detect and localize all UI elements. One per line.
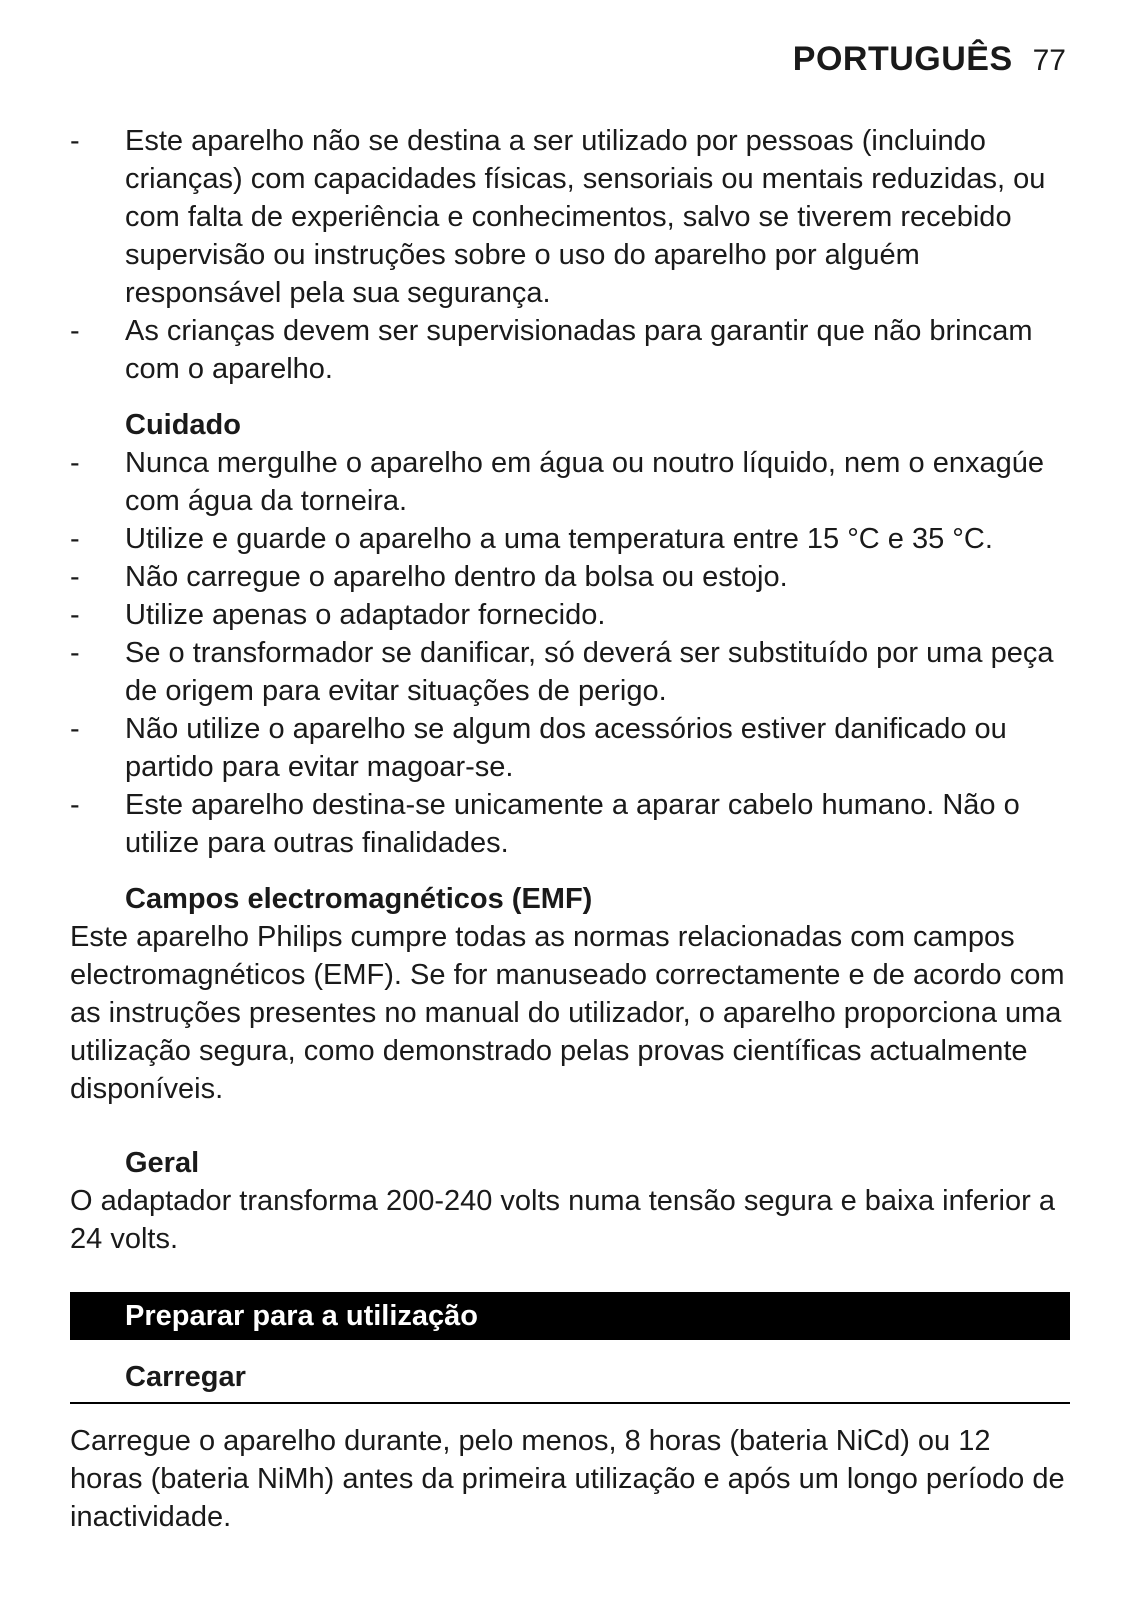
list-item: - Nunca mergulhe o aparelho em água ou noutro líquido, nem o enxagúe com água da torneira. (70, 444, 1070, 520)
dash-bullet: - (70, 523, 80, 555)
emf-paragraph: Este aparelho Philips cumpre todas as normas relacionadas com campos electromagnéticos (EMF). Se for manuseado correctamente e de acordo com as instruções presentes no manual do utilizador, o aparelho proporciona uma utilização segura, como demonstrado pelas provas científicas actualmente disponíveis. (70, 921, 1065, 1105)
list-item: - Utilize e guarde o aparelho a uma temperatura entre 15 °C e 35 °C. (70, 520, 1070, 558)
dash-bullet: - (70, 637, 80, 669)
general-heading: Geral (125, 1147, 200, 1179)
section-language: PORTUGUÊS (792, 40, 1013, 78)
caution-heading: Cuidado (125, 409, 241, 441)
list-item: - Não utilize o aparelho se algum dos acessórios estiver danificado ou partido para evitar magoar-se. (70, 710, 1070, 786)
dash-bullet: - (70, 447, 80, 479)
page-header (793, 40, 1066, 90)
dash-bullet: - (70, 561, 80, 593)
charge-paragraph: Carregue o aparelho durante, pelo menos, 8 horas (bateria NiCd) ou 12 horas (bateria NiMh) antes da primeira utilização e após um longo período de inactividade. (70, 1425, 1065, 1533)
list-item: - Este aparelho destina-se unicamente a aparar cabelo humano. Não o utilize para outras finalidades. (70, 786, 1070, 862)
list-item: - Este aparelho não se destina a ser utilizado por pessoas (incluindo crianças) com capacidades físicas, sensoriais ou mentais reduzidas, ou com falta de experiência e conhecimentos, salvo se tiverem recebido supervisão ou instruções sobre o uso do aparelho por alguém responsável pela sua segurança. (70, 122, 1070, 312)
dash-bullet: - (70, 125, 80, 157)
dash-bullet: - (70, 315, 80, 347)
charge-heading: Carregar (70, 1358, 1070, 1404)
list-item: - Não carregue o aparelho dentro da bolsa ou estojo. (70, 558, 1070, 596)
prepare-section-banner: Preparar para a utilização (70, 1292, 1070, 1340)
page-number: 77 (1032, 44, 1066, 77)
dash-bullet: - (70, 789, 80, 821)
list-item: - Se o transformador se danificar, só deverá ser substituído por uma peça de origem para evitar situações de perigo. (70, 634, 1070, 710)
emf-heading: Campos electromagnéticos (EMF) (125, 883, 593, 915)
page-content (70, 122, 1070, 1536)
general-paragraph: O adaptador transforma 200-240 volts numa tensão segura e baixa inferior a 24 volts. (70, 1185, 1055, 1255)
caution-list (70, 444, 1070, 862)
dash-bullet: - (70, 713, 80, 745)
intro-list (70, 122, 1070, 388)
list-item: - Utilize apenas o adaptador fornecido. (70, 596, 1070, 634)
dash-bullet: - (70, 599, 80, 631)
list-item: - As crianças devem ser supervisionadas para garantir que não brincam com o aparelho. (70, 312, 1070, 388)
